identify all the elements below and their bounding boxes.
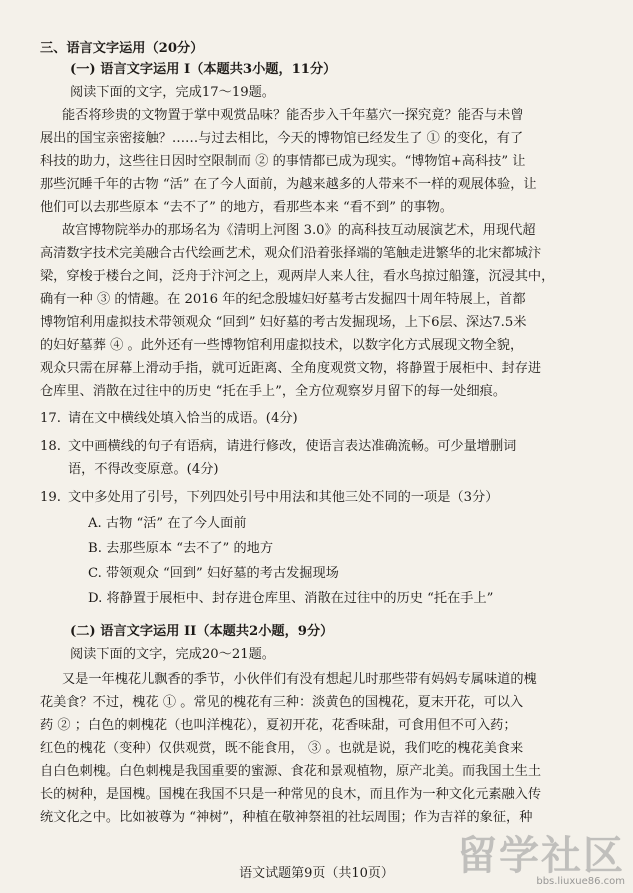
passage1-line: 高清数字技术完美融合古代绘画艺术，观众们沿着张择端的笔触走进繁华的北宋都城汴 [40,246,542,261]
part1-header: (一) 语言文字运用 I（本题共3小题，11分） [70,62,337,77]
passage2-line: 药 ② ；白色的刺槐花（也叫洋槐花），夏初开花，花香味甜，可食用但不可入药； [40,718,517,733]
option-b: B. 去那些原本 “去不了” 的地方 [88,541,274,556]
passage1-line: 博物馆利用虚拟技术带领观众 “回到” 妇好墓的考古发掘现场，上下6层、深达7.5米 [40,315,527,330]
question-text: 文中多处用了引号，下列四处引号中用法和其他三处不同的一项是（3分） [68,490,499,505]
option-c: C. 带领观众 “回到” 妇好墓的考古发掘现场 [88,566,339,581]
passage1-line: 他们可以去那些原本 “去不了” 的地方，看那些本来 “看不到” 的事物。 [40,200,453,215]
watermark-url: bbs.liuxue86.com [536,876,625,887]
passage1-line: 确有一种 ③ 的情趣。在 2016 年的纪念殷墟妇好墓考古发掘四十周年特展上，首都 [40,292,526,307]
passage2-line: 又是一年槐花儿飘香的季节，小伙伴们有没有想起儿时那些带有妈妈专属味道的槐 [62,672,537,687]
question-number: 19. [40,490,61,505]
passage1-line: 梁，穿梭于楼台之间，泛舟于汴河之上，观两岸人来人往，看水鸟掠过船篷，沉浸其中， [40,269,555,284]
question-text: 请在文中横线处填入恰当的成语。(4分) [68,411,298,426]
section-title: 三、语言文字运用（20分） [40,41,204,56]
passage2-line: 花美食？不过，槐花 ① 。常见的槐花有三种：淡黄色的国槐花，夏末开花，可以入 [40,695,524,710]
option-a: A. 古物 “活” 在了今人面前 [88,516,247,531]
passage2-line: 红色的槐花（变种）仅供观赏，既不能食用， ③ 。也就是说，我们吃的槐花美食来 [40,741,524,756]
question-text-cont: 语，不得改变原意。(4分) [68,462,219,477]
passage2-line: 统文化之中。比如被尊为 “神树”，种植在敬神祭祖的社坛周围；作为吉祥的象征，种 [40,810,533,825]
passage1-line: 的妇好墓葬 ④ 。此外还有一些博物馆利用虚拟技术，以数字化方式展现文物全貌， [40,338,524,353]
passage1-line: 科技的助力，这些往日因时空限制而 ② 的事情都已成为现实。“博物馆+高科技” 让 [40,154,526,169]
passage1-line: 展出的国宝亲密接触？……与过去相比，今天的博物馆已经发生了 ① 的变化，有了 [40,131,524,146]
passage1-line: 能否将珍贵的文物置于掌中观赏品味？能否步入千年墓穴一探究竟？能否与未曾 [62,108,524,123]
part1-instruction: 阅读下面的文字，完成17～19题。 [70,85,275,100]
passage1-line: 那些沉睡千年的古物 “活” 在了今人面前，为越来越多的人带来不一样的观展体验，让 [40,177,537,192]
question-text: 文中画横线的句子有语病，请进行修改，使语言表达准确流畅。可少量增删词 [68,439,517,454]
question-number: 18. [40,439,61,454]
passage1-line: 仓库里、消散在过往中的历史 “托在手上”，全方位观察岁月留下的每一处细痕。 [40,384,507,399]
part2-header: (二) 语言文字运用 II（本题共2小题，9分） [70,624,334,639]
watermark [457,833,625,887]
part2-instruction: 阅读下面的文字，完成20～21题。 [70,647,275,662]
passage1-line: 观众只需在屏幕上滑动手指，就可近距离、全角度观赏文物，将静置于展柜中、封存进 [40,361,542,376]
question-number: 17. [40,411,61,426]
page-footer: 语文试题第9页（共10页） [239,866,394,881]
passage1-line: 故宫博物院举办的那场名为《清明上河图 3.0》的高科技互动展演艺术，用现代超 [62,223,536,238]
watermark-logo: 留学社区 [457,833,625,879]
option-d: D. 将静置于展柜中、封存进仓库里、消散在过往中的历史 “托在手上” [88,591,494,606]
passage2-line: 长的树种，是国槐。国槐在我国不只是一种常见的良木，而且作为一种文化元素融入传 [40,787,542,802]
passage2-line: 自白色刺槐。白色刺槐是我国重要的蜜源、食花和景观植物，原产北美。而我国土生土 [40,764,542,779]
